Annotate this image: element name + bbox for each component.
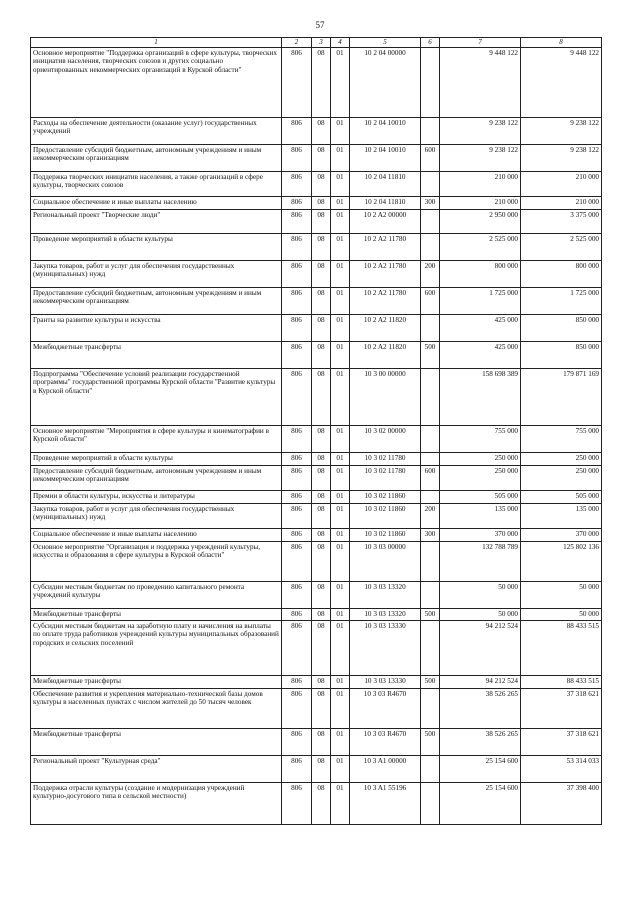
row-subsection-code: 01: [331, 341, 350, 368]
row-target-article: 10 2 A2 11820: [350, 314, 421, 341]
row-expense-type: [421, 782, 440, 824]
row-expense-type: 300: [421, 196, 440, 209]
row-expense-type: [421, 581, 440, 608]
column-number-row: [31, 38, 602, 48]
row-target-article: 10 3 03 R4670: [350, 688, 421, 728]
table-row: [31, 541, 602, 581]
row-amount-col8: 50 000: [521, 608, 602, 620]
row-target-article: 10 2 04 10010: [350, 144, 421, 171]
column-number: 1: [31, 38, 282, 48]
row-admin-code: 806: [282, 425, 312, 452]
row-target-article: 10 2 A2 11780: [350, 260, 421, 287]
row-amount-col7: 135 000: [440, 503, 521, 528]
row-target-article: 10 2 A2 11780: [350, 233, 421, 260]
table-row: [31, 620, 602, 675]
row-subsection-code: 01: [331, 608, 350, 620]
row-section-code: 08: [312, 728, 331, 755]
table-row: [31, 581, 602, 608]
row-amount-col8: 37 318 621: [521, 688, 602, 728]
table-row: [31, 314, 602, 341]
row-section-code: 08: [312, 209, 331, 233]
row-amount-col8: 250 000: [521, 465, 602, 490]
table-row: [31, 117, 602, 144]
row-amount-col8: 37 398 400: [521, 782, 602, 824]
row-target-article: 10 2 04 10010: [350, 117, 421, 144]
row-expense-type: [421, 541, 440, 581]
table-row: [31, 528, 602, 541]
row-subsection-code: 01: [331, 755, 350, 782]
row-target-article: 10 2 04 11810: [350, 171, 421, 196]
row-subsection-code: 01: [331, 541, 350, 581]
table-row: [31, 341, 602, 368]
row-admin-code: 806: [282, 528, 312, 541]
row-name: Региональный проект "Творческие люди": [31, 209, 282, 233]
row-amount-col8: 125 802 136: [521, 541, 602, 581]
row-admin-code: 806: [282, 620, 312, 675]
row-amount-col8: 9 448 122: [521, 47, 602, 117]
row-amount-col8: 9 238 122: [521, 117, 602, 144]
row-name: Межбюджетные трансферты: [31, 608, 282, 620]
row-amount-col7: 505 000: [440, 490, 521, 503]
row-admin-code: 806: [282, 117, 312, 144]
table-row: [31, 782, 602, 824]
row-amount-col7: 425 000: [440, 314, 521, 341]
row-target-article: 10 3 02 00000: [350, 425, 421, 452]
row-target-article: 10 3 02 11780: [350, 452, 421, 465]
row-name: Проведение мероприятий в области культуры: [31, 452, 282, 465]
row-name: Основное мероприятие "Мероприятия в сфере культуры и кинематографии в Курской области": [31, 425, 282, 452]
row-amount-col7: 158 698 389: [440, 368, 521, 425]
row-section-code: 08: [312, 503, 331, 528]
table-row: [31, 490, 602, 503]
row-amount-col7: 210 000: [440, 171, 521, 196]
table-row: [31, 368, 602, 425]
column-number: 8: [521, 38, 602, 48]
row-subsection-code: 01: [331, 490, 350, 503]
row-section-code: 08: [312, 196, 331, 209]
row-name: Поддержка творческих инициатив населения, а также организаций в сфере культуры, творческих союзов: [31, 171, 282, 196]
row-amount-col7: 9 238 122: [440, 144, 521, 171]
row-amount-col8: 1 725 000: [521, 287, 602, 314]
table-row: [31, 688, 602, 728]
row-expense-type: [421, 620, 440, 675]
budget-table: [30, 37, 602, 825]
row-name: Межбюджетные трансферты: [31, 675, 282, 688]
row-subsection-code: 01: [331, 782, 350, 824]
row-name: Субсидии местным бюджетам по проведению капитального ремонта учреждений культуры: [31, 581, 282, 608]
row-subsection-code: 01: [331, 171, 350, 196]
row-amount-col8: 9 238 122: [521, 144, 602, 171]
row-admin-code: 806: [282, 675, 312, 688]
row-expense-type: [421, 688, 440, 728]
row-target-article: 10 3 00 00000: [350, 368, 421, 425]
row-expense-type: 300: [421, 528, 440, 541]
row-subsection-code: 01: [331, 144, 350, 171]
row-target-article: 10 3 A1 00000: [350, 755, 421, 782]
table-row: [31, 233, 602, 260]
row-admin-code: 806: [282, 233, 312, 260]
row-subsection-code: 01: [331, 287, 350, 314]
row-admin-code: 806: [282, 728, 312, 755]
row-amount-col7: 38 526 265: [440, 688, 521, 728]
row-admin-code: 806: [282, 503, 312, 528]
row-section-code: 08: [312, 171, 331, 196]
row-admin-code: 806: [282, 490, 312, 503]
row-expense-type: 600: [421, 144, 440, 171]
row-amount-col7: 210 000: [440, 196, 521, 209]
row-expense-type: [421, 425, 440, 452]
row-admin-code: 806: [282, 144, 312, 171]
row-target-article: 10 3 A1 55196: [350, 782, 421, 824]
row-expense-type: 500: [421, 608, 440, 620]
row-admin-code: 806: [282, 608, 312, 620]
row-expense-type: [421, 47, 440, 117]
column-number: 5: [350, 38, 421, 48]
row-admin-code: 806: [282, 314, 312, 341]
row-subsection-code: 01: [331, 209, 350, 233]
row-subsection-code: 01: [331, 728, 350, 755]
row-name: Социальное обеспечение и иные выплаты населению: [31, 196, 282, 209]
row-name: Закупка товаров, работ и услуг для обеспечения государственных (муниципальных) нужд: [31, 503, 282, 528]
row-subsection-code: 01: [331, 117, 350, 144]
row-amount-col8: 53 314 033: [521, 755, 602, 782]
row-amount-col8: 3 375 000: [521, 209, 602, 233]
row-section-code: 08: [312, 47, 331, 117]
row-amount-col8: 37 318 621: [521, 728, 602, 755]
row-amount-col8: 505 000: [521, 490, 602, 503]
row-target-article: 10 3 02 11860: [350, 503, 421, 528]
row-amount-col7: 50 000: [440, 581, 521, 608]
row-amount-col8: 88 433 515: [521, 675, 602, 688]
row-section-code: 08: [312, 314, 331, 341]
row-subsection-code: 01: [331, 425, 350, 452]
row-name: Обеспечение развития и укрепления материально-технической базы домов культуры в населенных пунктах с числом жителей до 50 тысяч человек: [31, 688, 282, 728]
row-target-article: 10 3 03 R4670: [350, 728, 421, 755]
column-number: 2: [282, 38, 312, 48]
row-target-article: 10 3 03 13330: [350, 675, 421, 688]
table-row: [31, 47, 602, 117]
row-subsection-code: 01: [331, 452, 350, 465]
row-expense-type: 500: [421, 675, 440, 688]
table-row: [31, 209, 602, 233]
row-subsection-code: 01: [331, 196, 350, 209]
row-name: Закупка товаров, работ и услуг для обеспечения государственных (муниципальных) нужд: [31, 260, 282, 287]
row-amount-col8: 210 000: [521, 196, 602, 209]
row-target-article: 10 3 02 11780: [350, 465, 421, 490]
row-target-article: 10 2 A2 11780: [350, 287, 421, 314]
row-amount-col7: 9 448 122: [440, 47, 521, 117]
row-amount-col7: 132 788 789: [440, 541, 521, 581]
row-amount-col7: 25 154 600: [440, 782, 521, 824]
row-subsection-code: 01: [331, 465, 350, 490]
row-target-article: 10 2 A2 11820: [350, 341, 421, 368]
row-target-article: 10 3 02 11860: [350, 528, 421, 541]
row-amount-col7: 250 000: [440, 465, 521, 490]
row-section-code: 08: [312, 528, 331, 541]
row-name: Премии в области культуры, искусства и литературы: [31, 490, 282, 503]
row-name: Основное мероприятие "Организация и поддержка учреждений культуры, искусства и образования в сфере культуры в Курской области": [31, 541, 282, 581]
row-amount-col8: 250 000: [521, 452, 602, 465]
row-admin-code: 806: [282, 196, 312, 209]
row-amount-col8: 370 000: [521, 528, 602, 541]
row-subsection-code: 01: [331, 620, 350, 675]
row-name: Предоставление субсидий бюджетным, автономным учреждениям и иным некоммерческим организациям: [31, 465, 282, 490]
row-name: Межбюджетные трансферты: [31, 728, 282, 755]
row-expense-type: [421, 171, 440, 196]
row-admin-code: 806: [282, 287, 312, 314]
row-amount-col8: 800 000: [521, 260, 602, 287]
row-amount-col8: 50 000: [521, 581, 602, 608]
row-section-code: 08: [312, 341, 331, 368]
table-row: [31, 503, 602, 528]
row-section-code: 08: [312, 782, 331, 824]
row-target-article: 10 3 02 11860: [350, 490, 421, 503]
column-number: 6: [421, 38, 440, 48]
row-amount-col7: 50 000: [440, 608, 521, 620]
row-expense-type: 500: [421, 728, 440, 755]
table-row: [31, 196, 602, 209]
row-admin-code: 806: [282, 368, 312, 425]
row-amount-col8: 88 433 515: [521, 620, 602, 675]
row-amount-col8: 179 871 169: [521, 368, 602, 425]
row-admin-code: 806: [282, 171, 312, 196]
row-section-code: 08: [312, 755, 331, 782]
table-row: [31, 287, 602, 314]
row-amount-col7: 2 525 000: [440, 233, 521, 260]
row-expense-type: [421, 209, 440, 233]
row-amount-col8: 755 000: [521, 425, 602, 452]
row-subsection-code: 01: [331, 233, 350, 260]
row-expense-type: [421, 755, 440, 782]
row-section-code: 08: [312, 608, 331, 620]
row-name: Региональный проект "Культурная среда": [31, 755, 282, 782]
row-section-code: 08: [312, 541, 331, 581]
row-section-code: 08: [312, 287, 331, 314]
row-admin-code: 806: [282, 452, 312, 465]
row-admin-code: 806: [282, 260, 312, 287]
table-row: [31, 452, 602, 465]
row-expense-type: 600: [421, 465, 440, 490]
column-number: 3: [312, 38, 331, 48]
column-number: 4: [331, 38, 350, 48]
row-section-code: 08: [312, 425, 331, 452]
row-amount-col7: 425 000: [440, 341, 521, 368]
table-row: [31, 755, 602, 782]
row-admin-code: 806: [282, 47, 312, 117]
row-expense-type: [421, 368, 440, 425]
row-section-code: 08: [312, 452, 331, 465]
row-name: Предоставление субсидий бюджетным, автономным учреждениям и иным некоммерческим организациям: [31, 144, 282, 171]
row-target-article: 10 3 03 00000: [350, 541, 421, 581]
row-section-code: 08: [312, 675, 331, 688]
row-amount-col7: 38 526 265: [440, 728, 521, 755]
row-admin-code: 806: [282, 755, 312, 782]
table-row: [31, 675, 602, 688]
row-name: Субсидии местным бюджетам на заработную плату и начисления на выплаты по оплате труда работников учреждений культуры муниципальных образований городских и сельских поселений: [31, 620, 282, 675]
row-expense-type: [421, 233, 440, 260]
row-admin-code: 806: [282, 341, 312, 368]
row-name: Межбюджетные трансферты: [31, 341, 282, 368]
row-subsection-code: 01: [331, 503, 350, 528]
row-target-article: 10 3 03 13330: [350, 620, 421, 675]
row-admin-code: 806: [282, 465, 312, 490]
row-amount-col8: 850 000: [521, 314, 602, 341]
row-name: Гранты на развитие культуры и искусства: [31, 314, 282, 341]
row-target-article: 10 2 04 11810: [350, 196, 421, 209]
row-admin-code: 806: [282, 688, 312, 728]
row-subsection-code: 01: [331, 675, 350, 688]
row-expense-type: 600: [421, 287, 440, 314]
row-admin-code: 806: [282, 782, 312, 824]
row-subsection-code: 01: [331, 260, 350, 287]
row-section-code: 08: [312, 260, 331, 287]
row-name: Поддержка отрасли культуры (создание и модернизация учреждений культурно-досугового типа в сельской местности): [31, 782, 282, 824]
row-amount-col7: 94 212 524: [440, 675, 521, 688]
row-section-code: 08: [312, 144, 331, 171]
row-section-code: 08: [312, 620, 331, 675]
page-number: 57: [315, 20, 325, 30]
row-target-article: 10 3 03 13320: [350, 608, 421, 620]
row-amount-col7: 9 238 122: [440, 117, 521, 144]
row-amount-col8: 135 000: [521, 503, 602, 528]
row-amount-col8: 850 000: [521, 341, 602, 368]
row-amount-col7: 370 000: [440, 528, 521, 541]
row-admin-code: 806: [282, 541, 312, 581]
row-amount-col7: 25 154 600: [440, 755, 521, 782]
row-amount-col7: 250 000: [440, 452, 521, 465]
row-amount-col7: 2 950 000: [440, 209, 521, 233]
row-expense-type: 200: [421, 260, 440, 287]
column-number: 7: [440, 38, 521, 48]
row-target-article: 10 3 03 13320: [350, 581, 421, 608]
row-name: Проведение мероприятий в области культуры: [31, 233, 282, 260]
table-row: [31, 465, 602, 490]
row-name: Основное мероприятие "Поддержка организаций в сфере культуры, творческих инициатив населения, творческих союзов и других социально ориентированных некоммерческих организаций в Курской области": [31, 47, 282, 117]
row-expense-type: [421, 314, 440, 341]
row-section-code: 08: [312, 490, 331, 503]
row-subsection-code: 01: [331, 581, 350, 608]
row-name: Социальное обеспечение и иные выплаты населению: [31, 528, 282, 541]
row-subsection-code: 01: [331, 314, 350, 341]
row-section-code: 08: [312, 233, 331, 260]
row-expense-type: 500: [421, 341, 440, 368]
row-expense-type: 200: [421, 503, 440, 528]
row-amount-col7: 755 000: [440, 425, 521, 452]
row-amount-col8: 210 000: [521, 171, 602, 196]
table-row: [31, 260, 602, 287]
row-section-code: 08: [312, 688, 331, 728]
row-target-article: 10 2 A2 00000: [350, 209, 421, 233]
row-name: Подпрограмма "Обеспечение условий реализации государственной программы" государственной программы Курской области "Развитие культуры в Курской области": [31, 368, 282, 425]
row-name: Предоставление субсидий бюджетным, автономным учреждениям и иным некоммерческим организациям: [31, 287, 282, 314]
row-section-code: 08: [312, 581, 331, 608]
row-expense-type: [421, 490, 440, 503]
row-section-code: 08: [312, 117, 331, 144]
row-amount-col7: 1 725 000: [440, 287, 521, 314]
table-row: [31, 425, 602, 452]
row-admin-code: 806: [282, 209, 312, 233]
row-section-code: 08: [312, 368, 331, 425]
table-row: [31, 171, 602, 196]
row-admin-code: 806: [282, 581, 312, 608]
row-amount-col7: 800 000: [440, 260, 521, 287]
row-name: Расходы на обеспечение деятельности (оказание услуг) государственных учреждений: [31, 117, 282, 144]
row-subsection-code: 01: [331, 688, 350, 728]
row-subsection-code: 01: [331, 528, 350, 541]
row-section-code: 08: [312, 465, 331, 490]
row-expense-type: [421, 452, 440, 465]
row-subsection-code: 01: [331, 47, 350, 117]
row-amount-col7: 94 212 524: [440, 620, 521, 675]
table-row: [31, 728, 602, 755]
row-amount-col8: 2 525 000: [521, 233, 602, 260]
row-subsection-code: 01: [331, 368, 350, 425]
row-target-article: 10 2 04 00000: [350, 47, 421, 117]
row-expense-type: [421, 117, 440, 144]
table-row: [31, 608, 602, 620]
table-row: [31, 144, 602, 171]
